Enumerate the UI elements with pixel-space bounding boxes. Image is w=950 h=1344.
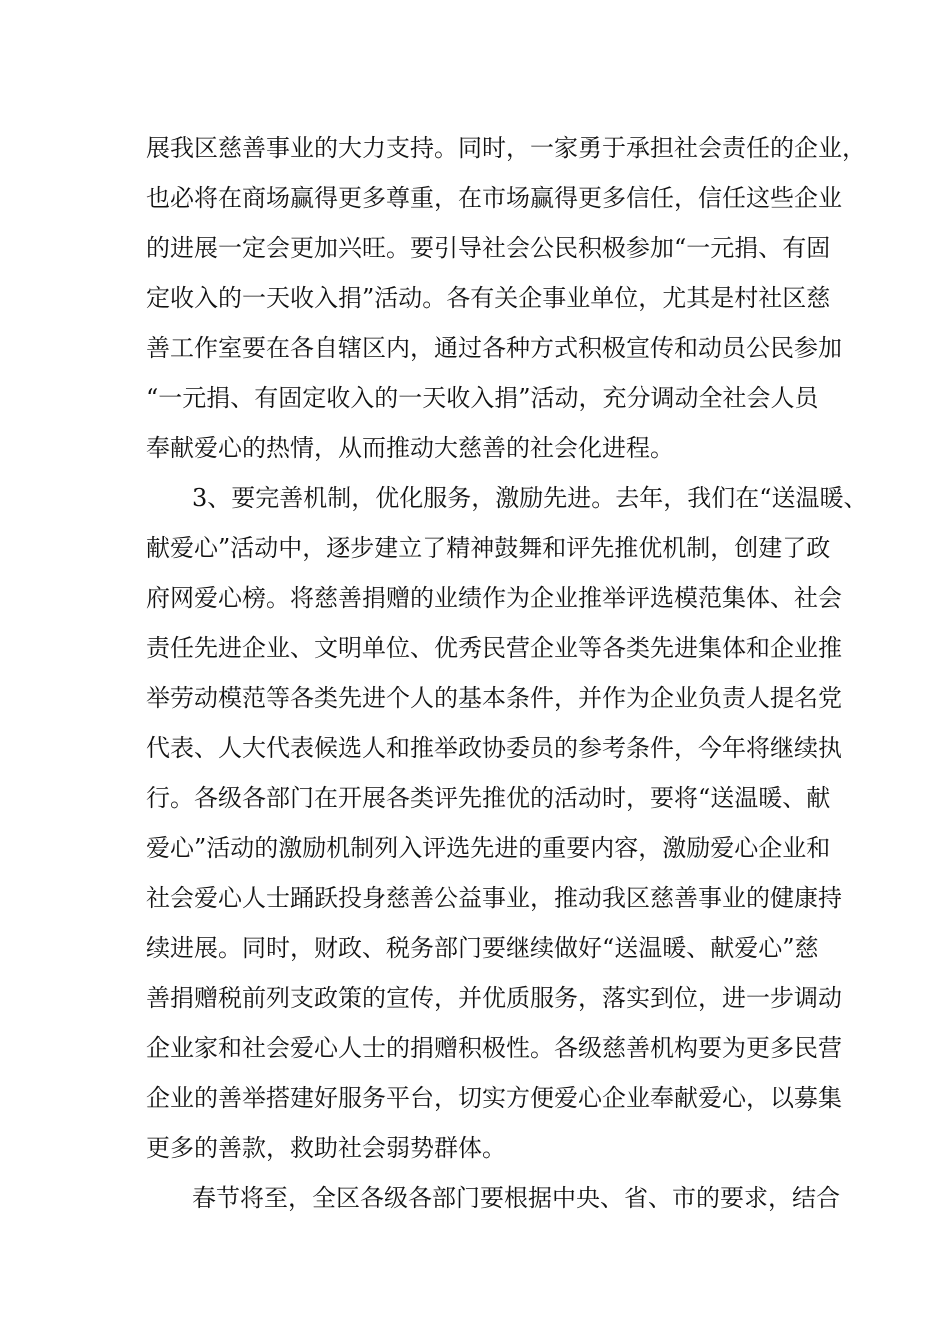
paragraph-first-line: 3、要完善机制，优化服务，激励先进。去年，我们在“送温暖、: [192, 484, 868, 512]
text-line: 续进展。同时，财政、税务部门要继续做好“送温暖、献爱心”慈: [146, 934, 819, 962]
text-line: 举劳动模范等各类先进个人的基本条件，并作为企业负责人提名党: [146, 684, 842, 712]
text-line: 献爱心”活动中，逐步建立了精神鼓舞和评先推优机制，创建了政: [146, 534, 831, 562]
text-line: 企业家和社会爱心人士的捐赠积极性。各级慈善机构要为更多民营: [146, 1034, 842, 1062]
text-line: 责任先进企业、文明单位、优秀民营企业等各类先进集体和企业推: [146, 634, 842, 662]
text-line: 奉献爱心的热情，从而推动大慈善的社会化进程。: [146, 434, 674, 462]
text-line: 更多的善款，救助社会弱势群体。: [146, 1134, 506, 1162]
text-line: 的进展一定会更加兴旺。要引导社会公民积极参加“一元捐、有固: [146, 234, 831, 262]
text-line: 爱心”活动的激励机制列入评选先进的重要内容，激励爱心企业和: [146, 834, 831, 862]
text-line: 也必将在商场赢得更多尊重，在市场赢得更多信任，信任这些企业: [146, 184, 842, 212]
text-line: 展我区慈善事业的大力支持。同时，一家勇于承担社会责任的企业，: [146, 134, 866, 162]
text-line: 社会爱心人士踊跃投身慈善公益事业，推动我区慈善事业的健康持: [146, 884, 842, 912]
text-line: 善捐赠税前列支政策的宣传，并优质服务，落实到位，进一步调动: [146, 984, 842, 1012]
text-line: 善工作室要在各自辖区内，通过各种方式积极宣传和动员公民参加: [146, 334, 842, 362]
text-line: “一元捐、有固定收入的一天收入捐”活动，充分调动全社会人员: [146, 384, 819, 412]
text-line: 府网爱心榜。将慈善捐赠的业绩作为企业推举评选模范集体、社会: [146, 584, 842, 612]
text-line: 企业的善举搭建好服务平台，切实方便爱心企业奉献爱心，以募集: [146, 1084, 842, 1112]
text-line: 行。各级各部门在开展各类评先推优的活动时，要将“送温暖、献: [146, 784, 831, 812]
paragraph-first-line: 春节将至，全区各级各部门要根据中央、省、市的要求，结合: [192, 1184, 840, 1212]
text-line: 代表、人大代表候选人和推举政协委员的参考条件，今年将继续执: [146, 734, 842, 762]
text-line: 定收入的一天收入捐”活动。各有关企事业单位，尤其是村社区慈: [146, 284, 831, 312]
